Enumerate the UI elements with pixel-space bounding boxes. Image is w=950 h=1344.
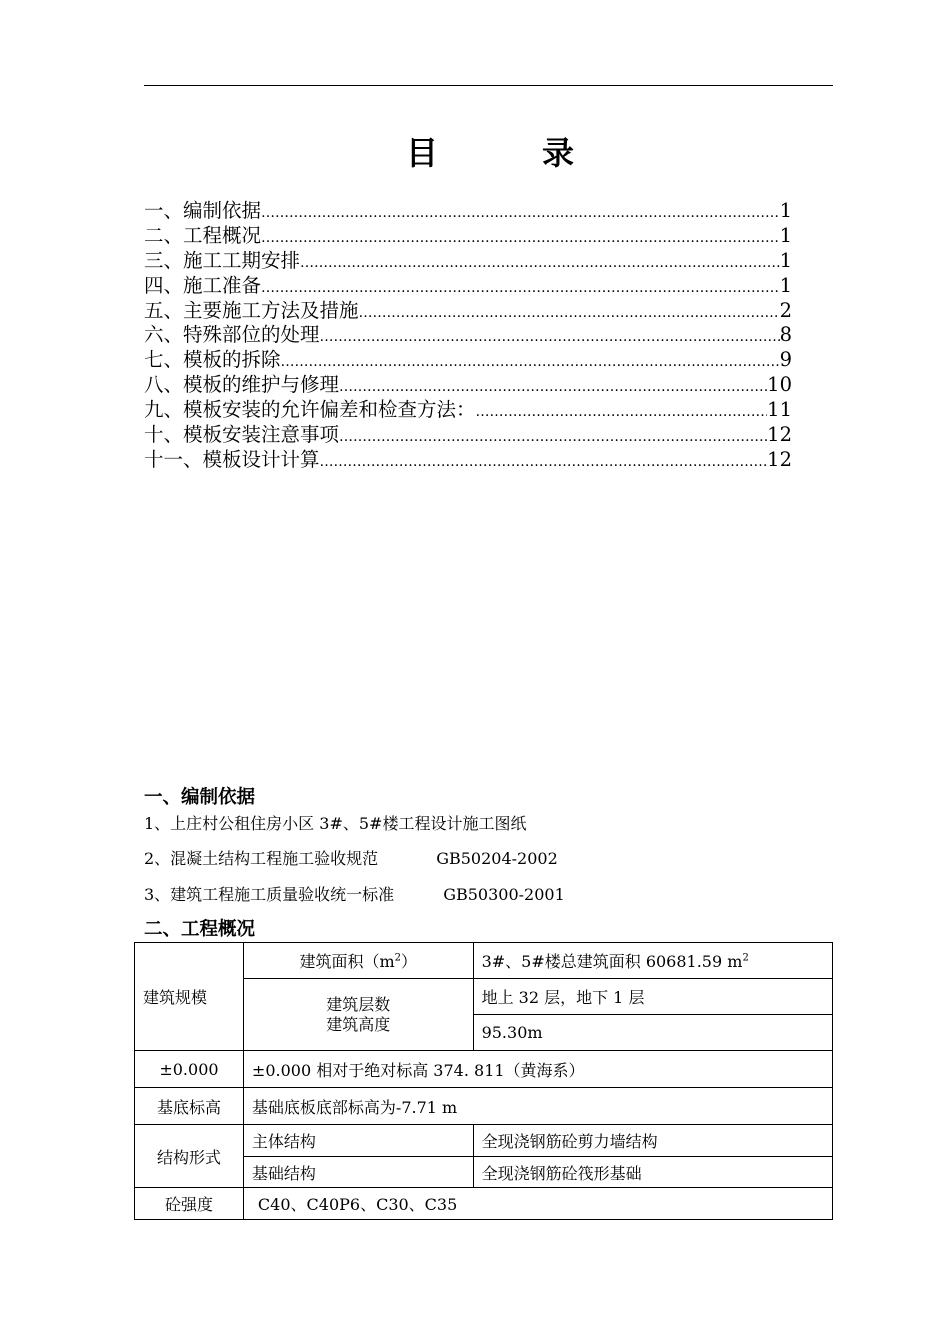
basis-item — [144, 848, 558, 870]
floors-value-cell: 地上 32 层，地下 1 层 — [473, 979, 832, 1015]
toc-leader-dots — [320, 325, 780, 350]
basis-item-text: 1、上庄村公租住房小区 3#、5#楼工程设计施工图纸 — [144, 814, 527, 833]
toc-leader-dots — [359, 301, 780, 326]
toc-entry[interactable] — [144, 423, 792, 448]
basis-item — [144, 813, 526, 835]
height-label: 建筑高度 — [326, 1014, 391, 1034]
toc-entry[interactable] — [144, 199, 792, 224]
toc-entry[interactable] — [144, 249, 792, 274]
toc-entry[interactable] — [144, 398, 792, 423]
toc-leader-dots — [281, 350, 780, 375]
project-overview-table — [134, 942, 833, 1220]
base-label-cell: 基底标高 — [135, 1088, 244, 1125]
toc-entry[interactable] — [144, 348, 792, 373]
toc-leader-dots — [300, 251, 780, 276]
toc-entry-page: 1 — [779, 199, 792, 222]
toc-title-left: 目 — [405, 134, 438, 172]
toc-leader-dots — [261, 201, 780, 226]
toc-entry-page: 2 — [779, 298, 792, 322]
toc-entry-label: 五、主要施工方法及措施 — [144, 298, 359, 322]
scale-label-cell: 建筑规模 — [135, 943, 244, 1051]
toc-entry-label: 四、施工准备 — [144, 273, 262, 297]
toc-entry-label: 十一、模板设计计算 — [144, 447, 320, 471]
toc-leader-dots — [476, 400, 768, 425]
area-label-cell: 建筑面积$(m^2)$ — [243, 943, 473, 979]
toc-leader-dots — [320, 450, 768, 475]
toc-entry-label: 三、施工工期安排 — [144, 248, 301, 272]
foundation-value-cell: 全现浇钢筋砼筏形基础 — [473, 1157, 832, 1188]
basis-item-text: 2、混凝土结构工程施工验收规范 — [144, 849, 379, 868]
toc-entry-page: 1 — [779, 248, 792, 272]
main-structure-value-cell: 全现浇钢筋砼剪力墙结构 — [473, 1125, 832, 1157]
basis-item-code: GB50204-2002 — [436, 849, 558, 868]
toc-entry-page: 8 — [779, 323, 792, 347]
datum-label-cell: ±0.000 — [135, 1051, 244, 1088]
toc-title — [0, 128, 950, 174]
toc-entry[interactable] — [144, 299, 792, 324]
toc-leader-dots — [339, 425, 767, 450]
toc-entry[interactable] — [144, 224, 792, 249]
strength-label-cell: 砼强度 — [135, 1188, 244, 1220]
main-structure-label-cell: 主体结构 — [243, 1125, 473, 1157]
toc-leader-dots — [261, 226, 780, 251]
basis-item-code: GB50300-2001 — [443, 885, 565, 904]
toc-entry-page: 12 — [767, 447, 792, 471]
toc-entry-page: 11 — [767, 398, 792, 422]
toc-entry-label: 二、工程概况 — [144, 223, 262, 247]
section-heading-overview: 二、工程概况 — [144, 919, 256, 940]
datum-value-cell: ±0.000 相对于绝对标高 374. 811（黄海系） — [243, 1051, 832, 1088]
toc-entry[interactable] — [144, 373, 792, 398]
toc-entry-label: 七、模板的拆除 — [144, 348, 281, 372]
toc-leader-dots — [261, 276, 780, 301]
toc-entry-label: 六、特殊部位的处理 — [144, 323, 320, 347]
height-value-cell: 95.30m — [473, 1015, 832, 1051]
toc-entry[interactable] — [144, 274, 792, 299]
area-value-cell: 3#、5#楼总建筑面积 60681.59 $m^2$ — [473, 943, 832, 979]
structure-label-cell: 结构形式 — [135, 1125, 244, 1188]
basis-item-text: 3、建筑工程施工质量验收统一标准 — [144, 885, 395, 904]
toc-entry-page: 1 — [779, 273, 792, 297]
toc-entry-label: 九、模板安装的允许偏差和检查方法： — [144, 398, 476, 422]
toc-entry-page: 1 — [779, 223, 792, 247]
toc-entry-label: 一、编制依据 — [144, 199, 262, 222]
toc-entry[interactable] — [144, 448, 792, 473]
toc-title-right: 录 — [542, 134, 575, 172]
section-heading-basis: 一、编制依据 — [144, 787, 256, 808]
strength-value-cell: C40、C40P6、C30、C35 — [243, 1188, 832, 1220]
floors-height-label-cell — [243, 979, 473, 1051]
toc-entry-page: 10 — [767, 373, 792, 397]
toc-entry[interactable] — [144, 323, 792, 348]
toc-entry-label: 十、模板安装注意事项 — [144, 423, 340, 447]
toc-entry-page: 12 — [767, 423, 792, 447]
header-rule — [144, 85, 833, 86]
basis-item — [144, 884, 565, 906]
floors-label: 建筑层数 — [326, 994, 391, 1014]
toc-leader-dots — [339, 375, 767, 400]
toc-entry-label: 八、模板的维护与修理 — [144, 373, 340, 397]
foundation-label-cell: 基础结构 — [243, 1157, 473, 1188]
base-value-cell: 基础底板底部标高为-7.71 m — [243, 1088, 832, 1125]
table-of-contents — [144, 199, 792, 473]
toc-entry-page: 9 — [779, 348, 792, 372]
